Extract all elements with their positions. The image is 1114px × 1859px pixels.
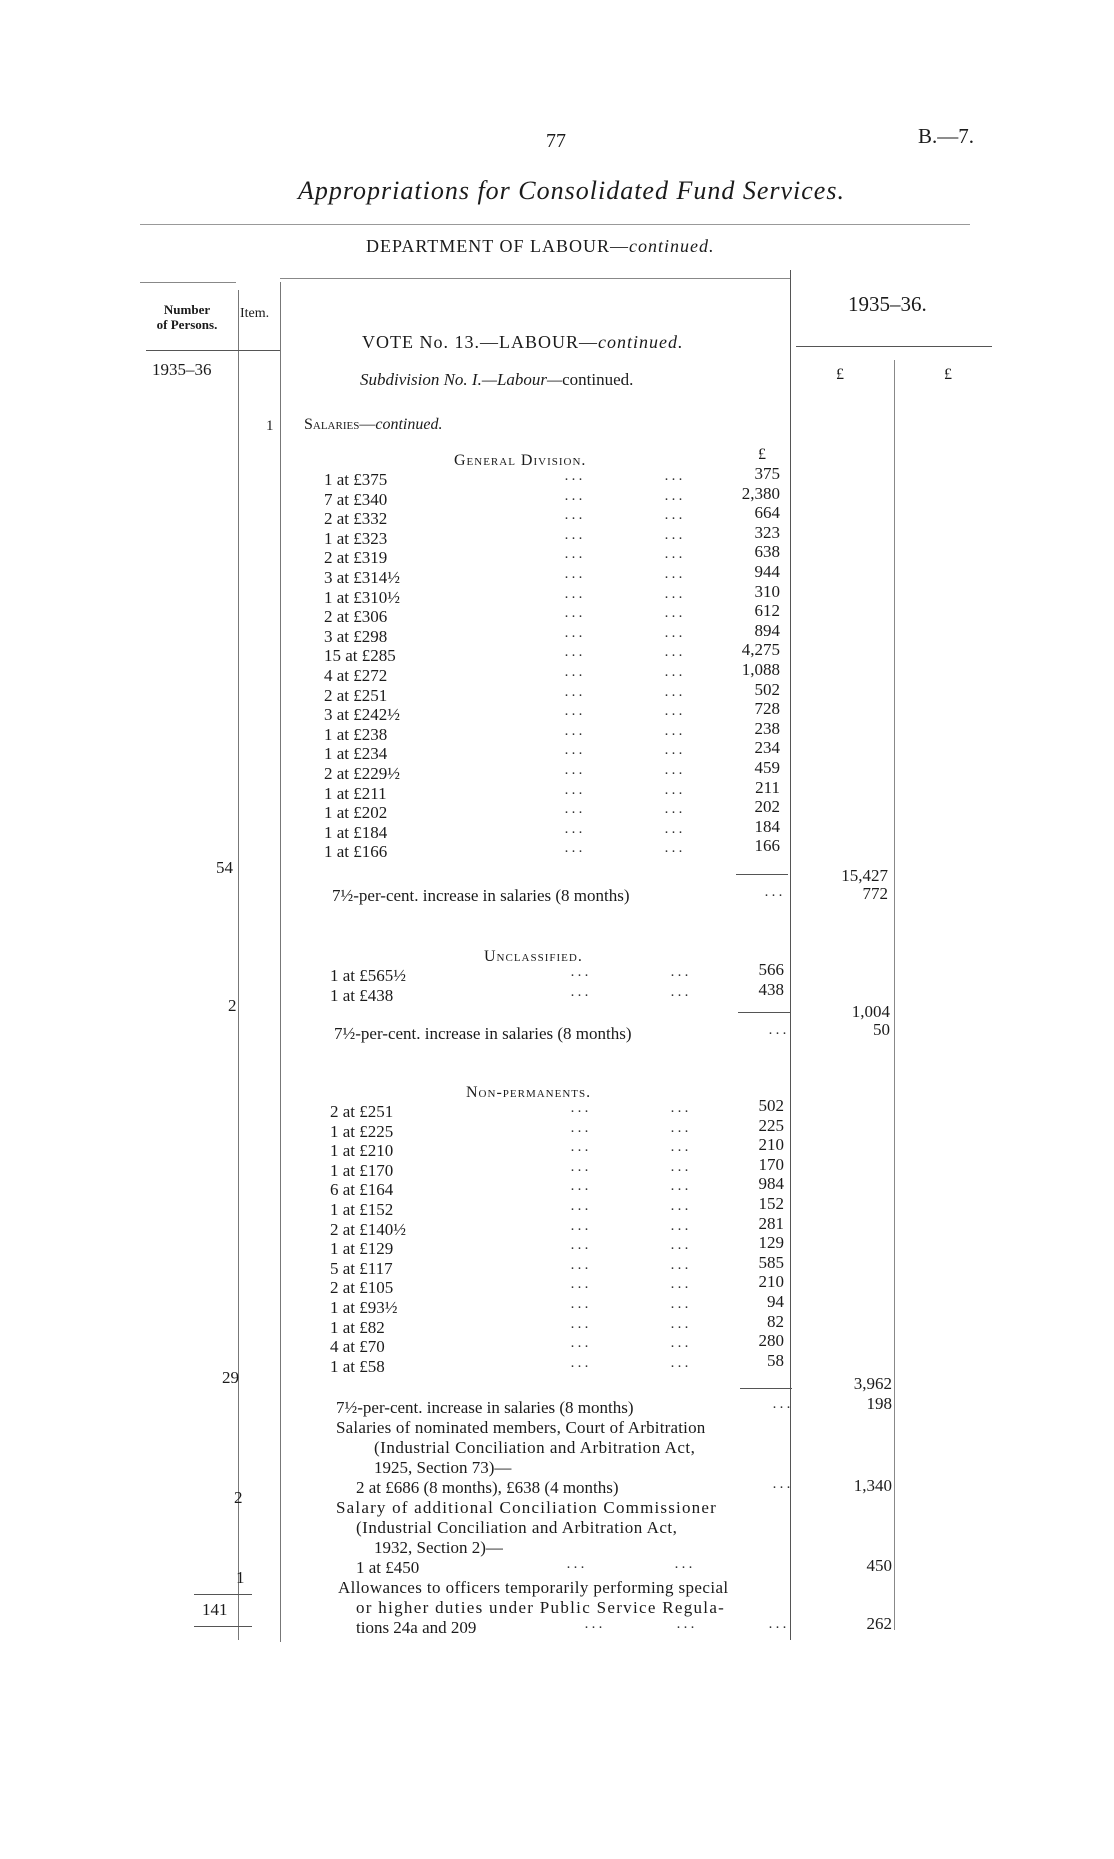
general-row-label: 2 at £306 [324,607,388,627]
unclassified-increase-value: 50 [873,1020,890,1039]
unclassified-subtotal-rule [738,1012,790,1013]
general-increase-dots: ··· [764,888,785,904]
general-row-label: 1 at £184 [324,822,388,842]
nonperm-row-dots: ··· [670,1162,691,1179]
nonperm-row-value: 152 [758,1194,784,1213]
general-row-dots: ··· [564,785,585,802]
nonperm-row-dots: ··· [570,1319,591,1336]
general-subtotal-rule [736,874,788,875]
nonperm-row-dots: ··· [670,1280,691,1297]
general-row-dots: ··· [664,726,685,743]
general-row-label: 1 at £211 [324,783,387,803]
general-row-label: 1 at £202 [324,803,388,823]
nonperm-row-dots: ··· [670,1182,691,1199]
general-row-dots: ··· [564,628,585,645]
general-division-heading: General Division. [454,452,587,469]
general-row-dots: ··· [564,726,585,743]
allowances-dots-a: ··· [584,1620,605,1636]
general-row-label: 1 at £375 [324,470,388,489]
nonperm-row-dots: ··· [670,1260,691,1277]
number-header-line1: Number [163,302,211,317]
pound-column-b: £ [944,366,952,383]
nonperm-row-dots: ··· [670,1202,691,1218]
commissioner-line-4: 1 at £450 [356,1558,420,1577]
general-row-dots: ··· [564,687,585,704]
nonperm-increase-value: 198 [866,1394,892,1413]
general-row-value: 211 [755,777,780,797]
general-row-dots: ··· [664,844,685,861]
nonperm-row-dots: ··· [570,1358,591,1375]
col-rule-4 [894,360,895,1630]
nonperm-row-value: 280 [758,1331,784,1351]
general-row-label: 7 at £340 [324,489,388,509]
col-rule-3 [790,270,791,1640]
general-row-value: 894 [754,620,780,640]
general-row-label: 3 at £298 [324,626,388,646]
top-rule-main [280,278,790,279]
nonperm-row-label: 2 at £105 [330,1278,394,1298]
general-row-dots: ··· [664,805,685,822]
general-row-value: 234 [754,738,780,758]
nonperm-row-dots: ··· [670,1358,691,1375]
general-row-label: 1 at £323 [324,528,388,548]
nonperm-row-dots: ··· [570,1260,591,1277]
nonperm-row-label: 2 at £140½ [330,1219,407,1239]
unclassified-increase-dots: ··· [768,1026,789,1042]
general-row-dots: ··· [564,472,585,488]
general-row-dots: ··· [564,844,585,861]
nonperm-row-dots: ··· [670,1319,691,1336]
general-row-value: 664 [754,503,780,523]
nonperm-row-value: 82 [767,1311,784,1331]
nonperm-row-dots: ··· [570,1182,591,1199]
general-row-dots: ··· [564,589,585,606]
nonperm-row-value: 984 [758,1174,784,1194]
department-heading [366,236,714,257]
general-row-dots: ··· [664,570,685,586]
general-row-dots: ··· [564,491,585,508]
general-row-value: 202 [754,797,780,817]
unclassified-row-label: 1 at £565½ [330,966,407,985]
general-row-dots: ··· [664,785,685,802]
department-name: DEPARTMENT OF LABOUR— [366,236,629,256]
unclassified-row-dots: ··· [670,987,691,1004]
general-row-label: 1 at £234 [324,744,388,764]
nonperm-subtotal-rule [740,1388,792,1389]
allowances-line-1: Allowances to officers temporarily performing special [338,1578,729,1597]
general-row-dots: ··· [664,530,685,547]
allowances-dots-b: ··· [676,1620,697,1636]
nonperm-row-value: 210 [758,1135,784,1155]
general-row-value: 944 [754,562,780,581]
nonperm-row-dots: ··· [670,1300,691,1316]
general-row-dots: ··· [564,668,585,684]
general-row-dots: ··· [564,648,585,665]
nonperm-row-label: 5 at £117 [330,1258,393,1278]
item-number: 1 [266,418,274,434]
general-row-dots: ··· [564,511,585,528]
general-row-label: 2 at £229½ [324,764,401,783]
nonperm-row-label: 1 at £129 [330,1239,394,1259]
general-row-value: 238 [754,718,780,738]
nonperm-row-dots: ··· [670,1104,691,1120]
page-title: Appropriations for Consolidated Fund Services. [298,176,845,205]
salaries-text: Salaries— [304,416,376,433]
general-row-dots: ··· [664,628,685,645]
nonpermanents-heading: Non-permanents. [466,1084,592,1101]
general-row-dots: ··· [664,589,685,606]
nonperm-row-label: 1 at £225 [330,1121,394,1141]
unclassified-row-value: 566 [758,960,784,979]
general-row-value: 166 [754,836,780,856]
nonperm-row-label: 1 at £152 [330,1200,394,1219]
unclassified-row-dots: ··· [570,968,591,984]
nonperm-row-label: 6 at £164 [330,1180,394,1200]
nonperm-row-label: 1 at £210 [330,1141,394,1161]
general-row-dots: ··· [664,668,685,684]
general-row-dots: ··· [664,824,685,841]
general-row-label: 4 at £272 [324,666,388,685]
general-pound-sign: £ [758,446,766,463]
year-left: 1935–36 [152,360,212,379]
allowances-line-2: or higher duties under Public Service Regula- [356,1598,726,1617]
nonperm-row-value: 170 [758,1154,784,1174]
nonperm-row-value: 58 [767,1350,784,1370]
nonperm-row-dots: ··· [570,1280,591,1297]
vote-title-text: VOTE No. 13.—LABOUR— [362,332,598,352]
general-row-dots: ··· [664,707,685,724]
nonperm-row-value: 210 [758,1272,784,1292]
general-row-value: 310 [754,581,780,601]
general-row-dots: ··· [564,609,585,626]
title-rule [140,224,970,225]
subdivision-text: Subdivision No. I.—Labour— [360,370,563,389]
general-row-dots: ··· [564,570,585,586]
col-rule-1 [238,290,239,1640]
year-underline [796,346,992,347]
item-header: Item. [240,306,270,321]
salaries-heading [304,416,442,434]
general-row-value: 728 [754,699,780,719]
nonperm-row-value: 94 [767,1292,784,1311]
nonperm-row-value: 281 [758,1213,784,1233]
nonperm-row-dots: ··· [570,1104,591,1120]
commissioner-line-2: (Industrial Conciliation and Arbitration Act, [356,1518,678,1537]
unclassified-row-dots: ··· [570,987,591,1004]
general-increase-label: 7½-per-cent. increase in salaries (8 months) [332,886,630,905]
nonperm-row-value: 502 [758,1096,784,1115]
general-row-value: 459 [754,758,780,777]
commissioner-dots-b: ··· [674,1560,695,1576]
general-persons: 54 [216,858,233,877]
commissioner-value: 450 [866,1556,892,1575]
general-row-value: 323 [754,522,780,542]
nonperm-row-value: 225 [758,1115,784,1135]
col-rule-2 [280,282,281,1642]
department-continued: continued. [628,236,715,256]
total-persons: 141 [202,1600,228,1619]
allowances-value: 262 [866,1614,892,1633]
pound-column-a: £ [836,366,844,383]
nonperm-persons: 29 [222,1368,239,1387]
salaries-continued: continued. [375,416,443,433]
unclassified-row-dots: ··· [670,968,691,984]
nonperm-row-label: 1 at £58 [330,1356,385,1376]
nonperm-row-dots: ··· [670,1123,691,1140]
general-total: 15,427 [841,866,888,885]
general-row-value: 375 [754,464,780,483]
general-row-label: 1 at £238 [324,724,388,744]
general-row-label: 3 at £314½ [324,568,401,587]
unclassified-persons: 2 [228,996,237,1015]
general-row-label: 2 at £251 [324,685,388,705]
unclassified-row-value: 438 [758,979,784,999]
nonperm-row-dots: ··· [570,1300,591,1316]
general-row-dots: ··· [564,805,585,822]
general-row-value: 1,088 [741,660,780,679]
general-row-value: 612 [754,601,780,621]
nonperm-row-label: 1 at £93½ [330,1298,398,1317]
court-dots: ··· [772,1480,793,1496]
nonperm-increase-dots: ··· [772,1400,793,1416]
general-row-label: 1 at £166 [324,842,388,862]
header-underline-left [146,350,280,351]
general-row-dots: ··· [564,766,585,782]
general-row-value: 4,275 [741,640,780,660]
total-persons-rule-top [194,1594,252,1595]
top-rule-left [140,282,236,283]
general-row-label: 3 at £242½ [324,705,401,725]
general-row-dots: ··· [664,511,685,528]
nonperm-row-dots: ··· [570,1339,591,1356]
nonperm-row-label: 1 at £82 [330,1317,385,1337]
general-increase-value: 772 [862,884,888,903]
general-row-label: 2 at £332 [324,509,388,529]
general-row-label: 1 at £310½ [324,587,401,607]
nonperm-row-dots: ··· [570,1123,591,1140]
year-right: 1935–36. [848,292,927,316]
unclassified-row-label: 1 at £438 [330,985,394,1005]
page-number: 77 [546,130,566,152]
document-reference: B.—7. [918,124,975,148]
general-row-value: 184 [754,816,780,836]
general-row-dots: ··· [664,648,685,665]
general-row-label: 15 at £285 [324,646,396,666]
court-line-4: 2 at £686 (8 months), £638 (4 months) [356,1478,619,1497]
general-row-value: 2,380 [741,483,780,503]
nonperm-row-dots: ··· [670,1221,691,1238]
nonperm-total: 3,962 [853,1374,892,1393]
allowances-dots-c: ··· [768,1620,789,1636]
nonperm-increase-label: 7½-per-cent. increase in salaries (8 months) [336,1398,634,1417]
court-line-1: Salaries of nominated members, Court of Arbitration [336,1418,706,1437]
general-row-label: 2 at £319 [324,548,388,568]
general-row-dots: ··· [564,550,585,567]
general-row-value: 638 [754,542,780,562]
general-row-dots: ··· [664,609,685,626]
nonperm-row-label: 4 at £70 [330,1337,385,1357]
subdivision-continued: continued. [562,370,634,389]
court-persons: 2 [234,1488,243,1507]
subdivision-title [360,370,633,390]
nonperm-row-dots: ··· [570,1162,591,1179]
commissioner-persons: 1 [236,1568,245,1587]
nonperm-row-dots: ··· [670,1143,691,1160]
nonperm-row-dots: ··· [570,1143,591,1160]
commissioner-line-3: 1932, Section 2)— [374,1538,503,1557]
total-persons-rule-bottom [194,1626,252,1627]
nonperm-row-value: 129 [758,1233,784,1253]
general-row-dots: ··· [564,530,585,547]
nonperm-row-dots: ··· [570,1221,591,1238]
general-row-dots: ··· [564,707,585,724]
nonperm-row-dots: ··· [570,1202,591,1218]
general-row-dots: ··· [664,766,685,782]
nonperm-row-dots: ··· [570,1241,591,1258]
court-line-2: (Industrial Conciliation and Arbitration Act, [374,1438,696,1457]
commissioner-dots-a: ··· [566,1560,587,1576]
unclassified-increase-label: 7½-per-cent. increase in salaries (8 months) [334,1024,632,1043]
general-row-value: 502 [754,679,780,699]
number-header-line2: of Persons. [156,317,218,332]
allowances-line-3: tions 24a and 209 [356,1618,477,1637]
nonperm-row-label: 2 at £251 [330,1102,394,1121]
commissioner-line-1: Salary of additional Conciliation Commissioner [336,1498,717,1517]
nonperm-row-value: 585 [758,1252,784,1272]
general-row-dots: ··· [564,746,585,763]
general-row-dots: ··· [664,687,685,704]
nonperm-row-dots: ··· [670,1241,691,1258]
vote-title [362,332,683,353]
unclassified-total: 1,004 [851,1002,890,1021]
general-row-dots: ··· [564,824,585,841]
general-row-dots: ··· [664,550,685,567]
vote-title-continued: continued. [598,332,684,352]
unclassified-heading: Unclassified. [484,948,583,965]
nonperm-row-label: 1 at £170 [330,1160,394,1180]
general-row-dots: ··· [664,491,685,508]
court-value: 1,340 [853,1476,892,1495]
number-of-persons-header [148,302,226,332]
nonperm-row-dots: ··· [670,1339,691,1356]
general-row-dots: ··· [664,746,685,763]
general-row-dots: ··· [664,472,685,488]
court-line-3: 1925, Section 73)— [374,1458,512,1477]
